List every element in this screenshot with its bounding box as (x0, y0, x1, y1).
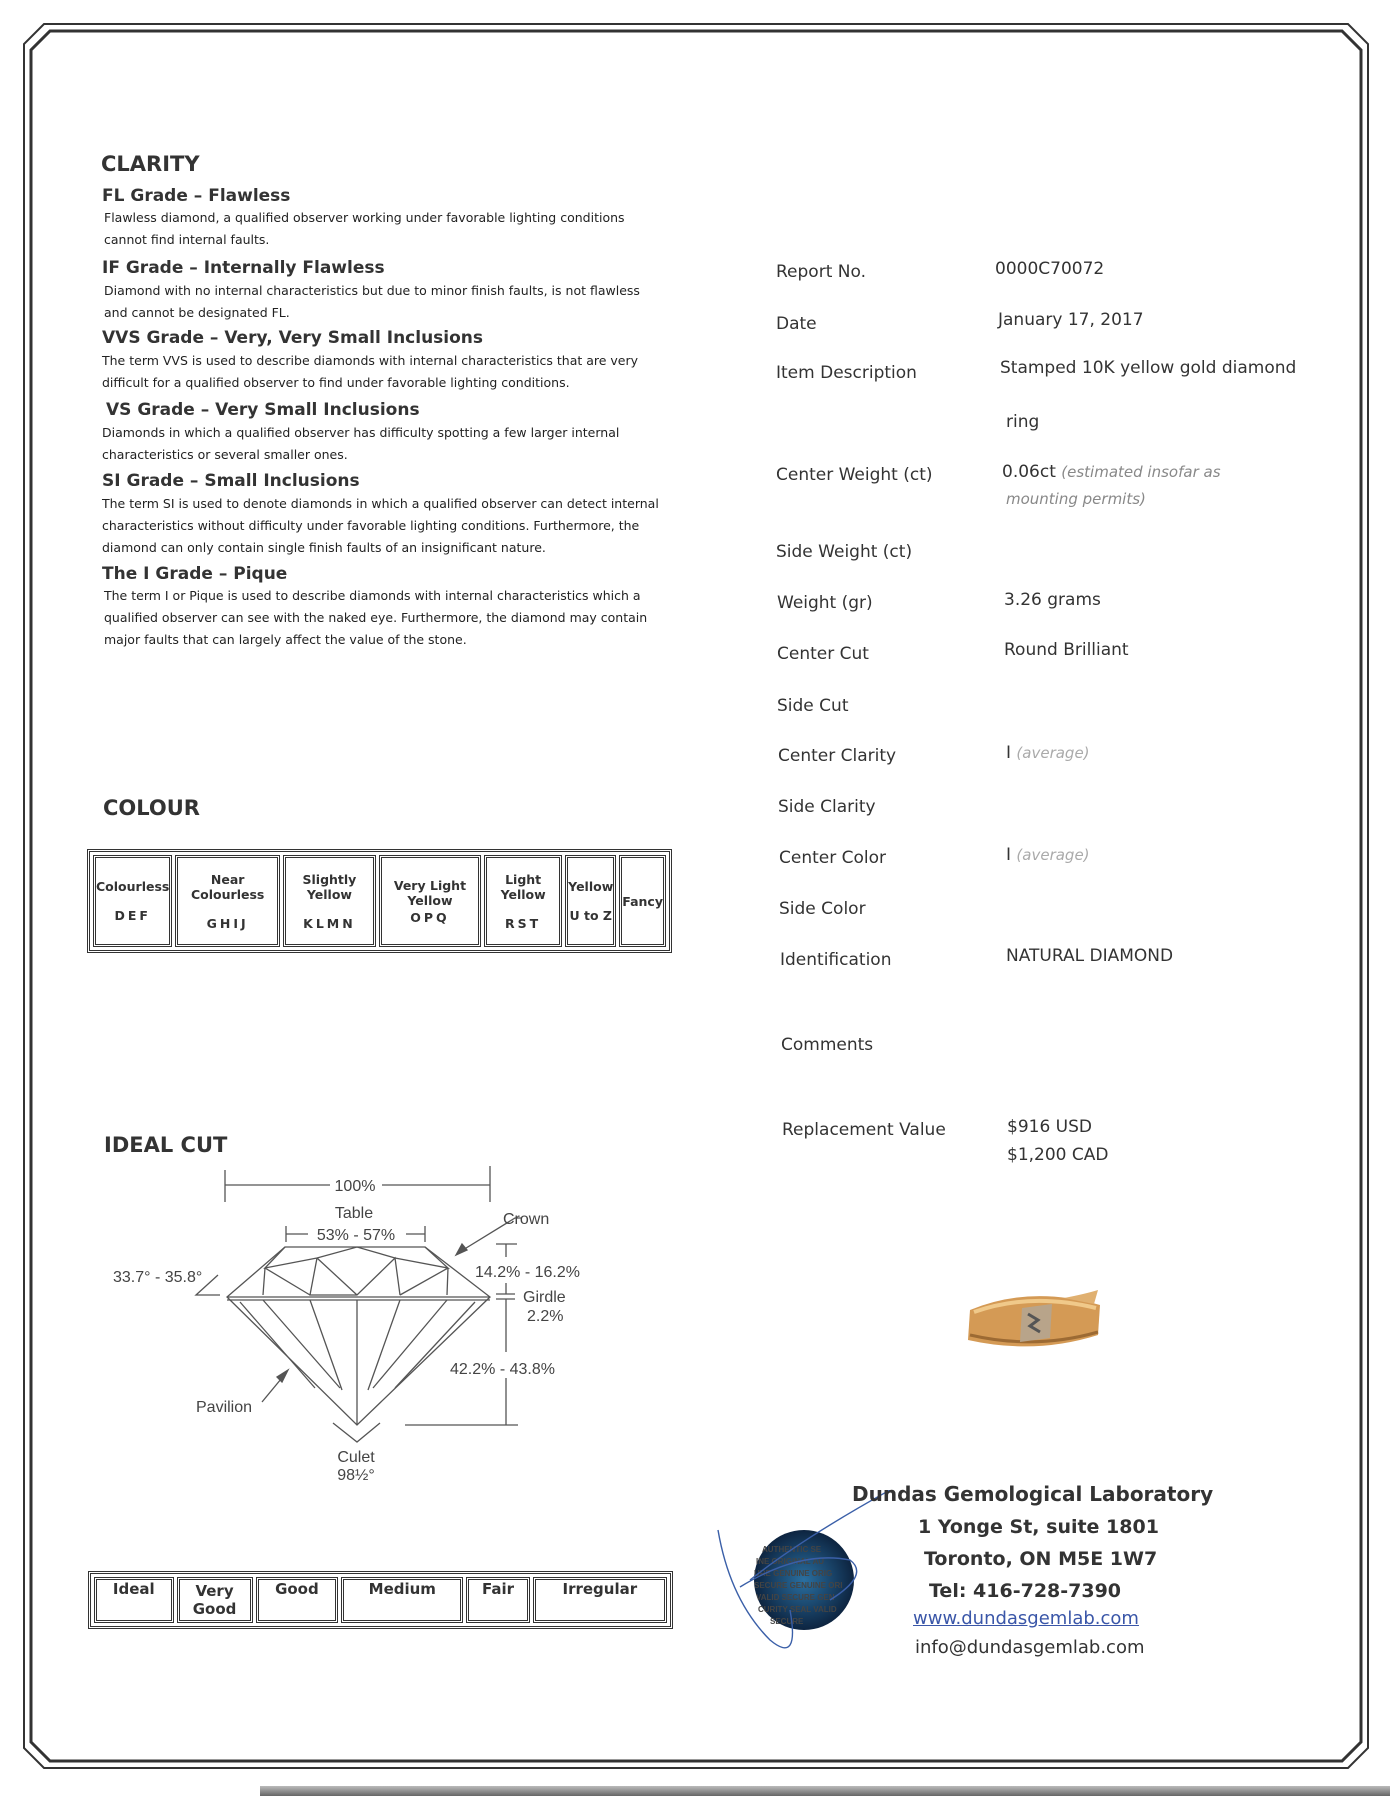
clarity-i-text: The term I or Pique is used to describe diamonds with internal characteristics which a qualified observer can see with the naked eye. Furthermore, the diamond may contain major faults that can largely affect the value of the stone. (104, 588, 648, 647)
lab-email: info@dundasgemlab.com (915, 1637, 1145, 1658)
clarity-si-text: The term SI is used to denote diamonds in which a qualified observer can detect internal characteristics without difficulty under favorable lighting conditions. Furthermore, the diamond can only contain single finish faults of an insignificant nature. (102, 496, 659, 555)
center-cut-value: Round Brilliant (1004, 640, 1129, 660)
center-weight-value: 0.06ct (estimated insofar as (1002, 462, 1221, 482)
cut-grade-cell: Fair (466, 1577, 529, 1623)
center-weight-label: Center Weight (ct) (776, 465, 933, 485)
lab-name: Dundas Gemological Laboratory (852, 1482, 1214, 1506)
ring-photo (960, 1280, 1110, 1365)
side-weight-label: Side Weight (ct) (776, 542, 913, 562)
colour-scale-table (87, 849, 672, 953)
cut-grade-cell: Very Good (177, 1577, 253, 1623)
center-clarity-label: Center Clarity (778, 746, 897, 766)
hologram-seal (710, 1490, 900, 1670)
ideal-cut-title: IDEAL CUT (104, 1133, 228, 1157)
svg-text:INE ORIGINAL AU: INE ORIGINAL AU (756, 1557, 825, 1566)
diameter-label: 100% (334, 1178, 376, 1195)
culet-angle: 98½° (337, 1467, 375, 1484)
colour-cell: Light Yellow RST (484, 855, 562, 947)
svg-text:URE GENUINE ORIG: URE GENUINE ORIG (754, 1569, 833, 1578)
side-color-label: Side Color (779, 899, 866, 919)
clarity-si-heading: SI Grade – Small Inclusions (102, 471, 360, 491)
item-description-value: Stamped 10K yellow gold diamond (1000, 358, 1297, 378)
lab-website-link[interactable]: www.dundasgemlab.com (913, 1608, 1139, 1629)
cut-grade-table (88, 1571, 673, 1629)
item-description-value-line2: ring (1006, 412, 1040, 432)
colour-title: COLOUR (103, 796, 200, 820)
center-cut-label: Center Cut (777, 644, 869, 664)
girdle-label: Girdle (523, 1289, 566, 1306)
identification-label: Identification (780, 950, 892, 970)
diamond-proportions-diagram (90, 1120, 690, 1500)
pavilion-range: 42.2% - 43.8% (450, 1361, 555, 1378)
identification-value: NATURAL DIAMOND (1006, 946, 1174, 966)
colour-cell: Yellow U to Z (565, 855, 616, 947)
clarity-fl-heading: FL Grade – Flawless (102, 186, 291, 206)
table-label: Table (334, 1205, 374, 1222)
cut-grade-cell: Irregular (533, 1577, 667, 1623)
colour-cell: Slightly Yellow KLMN (283, 855, 376, 947)
cut-grade-cell: Good (256, 1577, 339, 1623)
table-range: 53% - 57% (316, 1227, 396, 1244)
clarity-if-heading: IF Grade – Internally Flawless (102, 258, 385, 278)
clarity-fl-text: Flawless diamond, a qualified observer working under favorable lighting conditions cannot find internal faults. (104, 210, 625, 247)
colour-cell: Near Colourless GHIJ (175, 855, 280, 947)
lab-telephone: Tel: 416-728-7390 (929, 1580, 1122, 1602)
date-label: Date (776, 314, 817, 334)
item-description-label: Item Description (776, 363, 917, 383)
center-clarity-value: I (average) (1006, 743, 1090, 763)
svg-text:AUTHENTIC SE: AUTHENTIC SE (762, 1545, 822, 1554)
crown-angle: 33.7° - 35.8° (113, 1269, 203, 1286)
cut-grade-cell: Ideal (94, 1577, 174, 1623)
side-cut-label: Side Cut (777, 696, 849, 716)
lab-address-line1: 1 Yonge St, suite 1801 (918, 1516, 1159, 1538)
clarity-title: CLARITY (101, 152, 200, 176)
center-color-label: Center Color (779, 848, 887, 868)
replacement-value-usd: $916 USD (1007, 1117, 1092, 1137)
date-value: January 17, 2017 (998, 310, 1144, 330)
colour-cell: Very Light Yellow OPQ (379, 855, 481, 947)
clarity-vvs-text: The term VVS is used to describe diamonds with internal characteristics that are very difficult for a qualified observer to find under favorable lighting conditions. (102, 353, 639, 390)
pavilion-label: Pavilion (196, 1399, 253, 1416)
clarity-vs-text: Diamonds in which a qualified observer has difficulty spotting a few larger internal characteristics or several smaller ones. (102, 425, 620, 462)
report-no-value: 0000C70072 (995, 259, 1105, 279)
svg-text:CURITY SEAL VALID: CURITY SEAL VALID (758, 1605, 837, 1614)
report-no-label: Report No. (776, 262, 866, 282)
svg-text:SECURE GENUINE ORI: SECURE GENUINE ORI (754, 1581, 843, 1590)
center-color-value: I (average) (1006, 845, 1090, 865)
center-weight-note: mounting permits) (1006, 490, 1146, 508)
crown-range: 14.2% - 16.2% (475, 1264, 580, 1281)
girdle-value: 2.2% (527, 1308, 564, 1325)
colour-cell: Colourless DEF (93, 855, 172, 947)
svg-text:SECURE: SECURE (770, 1617, 804, 1626)
clarity-vs-heading: VS Grade – Very Small Inclusions (106, 400, 420, 420)
side-clarity-label: Side Clarity (778, 797, 876, 817)
lab-address-line2: Toronto, ON M5E 1W7 (924, 1548, 1158, 1570)
replacement-value-label: Replacement Value (782, 1120, 946, 1140)
weight-label: Weight (gr) (777, 593, 873, 613)
cut-grade-cell: Medium (341, 1577, 463, 1623)
culet-label: Culet (337, 1449, 375, 1466)
clarity-if-text: Diamond with no internal characteristics but due to minor finish faults, is not flawless and cannot be designated FL. (104, 283, 640, 320)
clarity-vvs-heading: VVS Grade – Very, Very Small Inclusions (102, 328, 484, 348)
crown-label: Crown (503, 1211, 550, 1228)
weight-value: 3.26 grams (1004, 590, 1101, 610)
comments-label: Comments (781, 1035, 874, 1055)
clarity-i-heading: The I Grade – Pique (102, 564, 288, 584)
svg-text:VALID SECURE GEN: VALID SECURE GEN (756, 1593, 835, 1602)
scan-shadow (260, 1786, 1390, 1796)
colour-cell: Fancy (619, 855, 666, 947)
replacement-value-cad: $1,200 CAD (1007, 1145, 1109, 1165)
